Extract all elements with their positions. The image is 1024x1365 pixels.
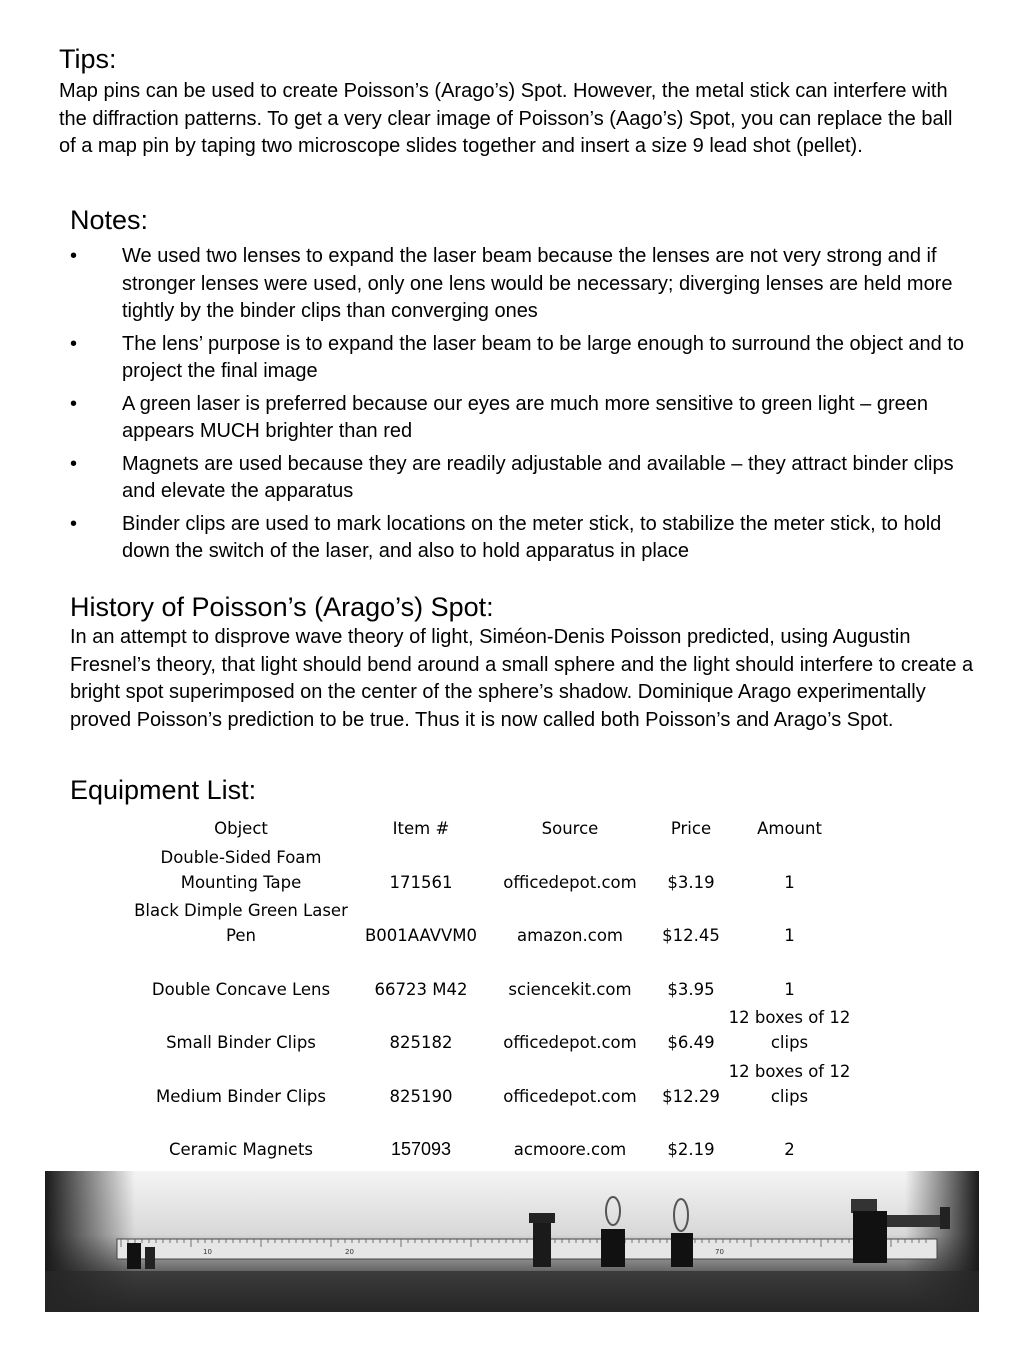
binder-clip: [145, 1247, 155, 1269]
cell-source: officedepot.com: [503, 1086, 637, 1106]
cell-item-number: B001AAVVM0: [364, 926, 478, 945]
cell-amount: 12 boxes of 12 clips: [728, 1008, 851, 1052]
equipment-heading: Equipment List:: [70, 775, 257, 805]
bullet-icon: •: [70, 245, 78, 267]
binder-clip-top: [851, 1199, 877, 1213]
cell-item-number: 66723 M42: [374, 979, 468, 999]
lens-holder: [533, 1219, 551, 1267]
table-row: [120, 1109, 857, 1163]
note-text: Magnets are used because they are readily adjustable and available – they attract binder clips and elevate the apparatus: [122, 452, 954, 502]
cell-price: $3.95: [667, 979, 715, 999]
column-header-price: Price: [670, 819, 712, 838]
cell-source: officedepot.com: [503, 872, 637, 892]
cell-item-number: 171561: [389, 872, 453, 892]
cell-amount: 2: [784, 1140, 795, 1159]
cell-object: Double-Sided Foam Mounting Tape: [160, 847, 322, 892]
table-row: [120, 895, 857, 949]
tips-paragraph: Map pins can be used to create Poisson’s (Arago’s) Spot. However, the metal stick can interfere with the diffraction patterns. To get a very clear image of Poisson’s (Aago’s) Spot, you can replace the ball of a map pin by taping two microscope slides together and insert a size 9 lead shot (pellet).: [59, 80, 953, 157]
laser-mount: [853, 1211, 887, 1263]
cell-source: acmoore.com: [513, 1140, 627, 1159]
note-item: [70, 451, 970, 506]
cell-amount: 12 boxes of 12 clips: [728, 1061, 851, 1106]
cell-price: $12.29: [662, 1086, 720, 1106]
note-item: [70, 331, 970, 386]
table-surface: [45, 1271, 979, 1312]
table-row: [120, 1002, 857, 1056]
lens-holder: [601, 1229, 625, 1267]
cell-price: $12.45: [662, 926, 720, 945]
cell-amount: 1: [784, 979, 795, 999]
history-heading: History of Poisson’s (Arago’s) Spot:: [70, 592, 494, 622]
ruler-label: 20: [345, 1248, 354, 1256]
cell-amount: 1: [784, 872, 795, 892]
note-item: [70, 243, 970, 326]
table-row: [120, 841, 857, 895]
note-text: We used two lenses to expand the laser beam because the lenses are not very strong and if stronger lenses were used, only one lens would be necessary; diverging lenses are held more tightly by the binder clips than converging ones: [122, 245, 953, 322]
column-header-source: Source: [541, 819, 599, 838]
table-row: [120, 948, 857, 1002]
cell-price: $2.19: [667, 1140, 715, 1159]
cell-price: $3.19: [667, 872, 715, 892]
cell-amount: 1: [784, 926, 795, 945]
cell-item-number: 157093: [390, 1139, 452, 1159]
table-row: [120, 1055, 857, 1109]
note-text: Binder clips are used to mark locations on the meter stick, to stabilize the meter stick, to hold down the switch of the laser, and also to hold apparatus in place: [122, 512, 942, 562]
notes-list: [70, 243, 970, 571]
apparatus-photo-drawing: [45, 1171, 979, 1312]
note-text: A green laser is preferred because our eyes are much more sensitive to green light – green appears MUCH brighter than red: [122, 392, 928, 442]
cell-object: Medium Binder Clips: [156, 1086, 326, 1106]
cell-item-number: 825190: [389, 1086, 453, 1106]
cell-object: Small Binder Clips: [166, 1033, 316, 1052]
cell-price: $6.49: [667, 1033, 715, 1052]
notes-heading: Notes:: [70, 205, 149, 235]
bullet-icon: •: [70, 392, 78, 415]
bullet-icon: •: [70, 332, 78, 355]
apparatus-photo: [45, 1171, 979, 1312]
cell-object: Black Dimple Green Laser Pen: [134, 901, 348, 945]
note-item: [70, 391, 970, 446]
table-header-row: [120, 813, 857, 841]
cell-source: sciencekit.com: [508, 979, 632, 999]
equipment-table: [120, 813, 857, 1162]
column-header-item: Item #: [392, 819, 450, 838]
lens-holder-top: [529, 1213, 555, 1223]
cell-source: officedepot.com: [503, 1033, 637, 1052]
cell-item-number: 825182: [389, 1033, 453, 1052]
column-header-amount: Amount: [757, 819, 822, 838]
bullet-icon: •: [70, 452, 78, 475]
cell-source: amazon.com: [517, 926, 623, 945]
ruler-label: 70: [715, 1248, 724, 1256]
history-paragraph: In an attempt to disprove wave theory of light, Siméon-Denis Poisson predicted, using Augustin Fresnel’s theory, that light should bend around a small sphere and the light should interfere to create a bright spot superimposed on the center of the sphere’s shadow. Dominique Arago experimentally proved Poisson’s prediction to be true. Thus it is now called both Poisson’s and Arago’s Spot.: [70, 626, 974, 731]
bullet-icon: •: [70, 512, 78, 535]
note-text: The lens’ purpose is to expand the laser beam to be large enough to surround the object and to project the final image: [122, 332, 965, 382]
laser-pen: [887, 1215, 947, 1227]
note-item: [70, 511, 970, 566]
tips-heading: Tips:: [59, 44, 117, 74]
cell-object: Double Concave Lens: [151, 979, 331, 999]
cell-object: Ceramic Magnets: [168, 1140, 314, 1159]
ruler-label: 10: [203, 1248, 212, 1256]
column-header-object: Object: [214, 819, 268, 838]
binder-clip: [127, 1243, 141, 1269]
laser-end: [940, 1207, 950, 1229]
lens-holder: [671, 1233, 693, 1267]
